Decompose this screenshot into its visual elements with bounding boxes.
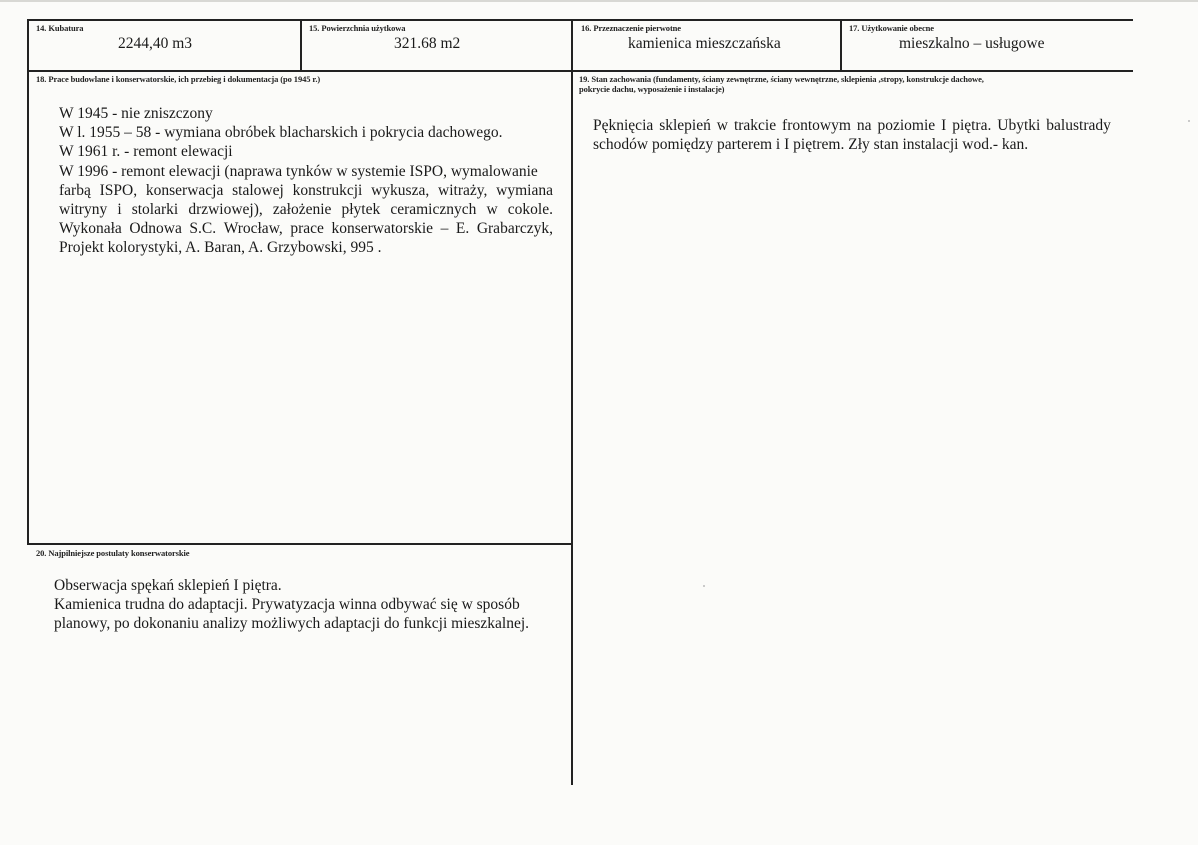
section19-label-line: 19. Stan zachowania (fundamenty, ściany zewnętrzne, ściany wewnętrzne, sklepienia ,stropy, konstrukcje dachowe, [579,74,984,84]
word: E. [455,220,470,238]
word: Odnowa [129,220,182,238]
word: w [716,117,728,134]
section20-label: 20. Najpilniejsze postulaty konserwatorskie [36,548,190,558]
word: stolarki [131,201,179,219]
section20-line: planowy, po dokonaniu analizy możliwych adaptacji do funkcji mieszkalnej. [54,615,530,633]
word: balustrady [1046,117,1111,134]
section18-20-divider [27,543,572,545]
section17-value: mieszkalno – usługowe [899,35,1045,52]
section15-value: 321.68 m2 [394,35,461,52]
top-border [27,19,1133,21]
scan-speck [1188,120,1190,122]
word: ceramicznych [390,201,477,219]
word: wykusza, [371,181,430,199]
section20-body [54,576,534,634]
word: prace [290,220,324,238]
word: Grabarczyk, [476,220,553,238]
section18-line: W 1945 - nie zniszczony [59,105,213,122]
left-border [27,19,29,544]
word: założenie [272,201,332,219]
section18-label: 18. Prace budowlane i konserwatorskie, ich przebieg i dokumentacja (po 1945 r.) [36,74,321,84]
word: farbą [59,181,91,199]
word: na [856,117,872,134]
section19-label [579,74,984,94]
section19-body [593,116,1111,154]
section18-line [59,219,553,238]
section14-label: 14. Kubatura [36,23,84,33]
section15-label: 15. Powierzchnia użytkowa [309,23,406,33]
section16-label: 16. Przeznaczenie pierwotne [581,23,681,33]
word: drzwiowej), [188,201,263,219]
col-divider-16-17 [840,19,842,71]
main-col-divider [571,19,573,785]
word: witryny [59,201,108,219]
word: – [440,220,449,238]
section20-line: Kamienica trudna do adaptacji. Prywatyzacja winna odbywać się w sposób [54,596,520,614]
col-divider-14-15 [300,19,302,71]
word: i [117,201,122,219]
word: Ubytki [997,117,1041,134]
word: trakcie [733,117,777,134]
section20-line: Obserwacja spękań sklepień I piętra. [54,577,282,594]
word: wymiana [496,181,553,199]
section14-value: 2244,40 m3 [118,35,193,52]
word: I [941,117,947,134]
word: Wrocław, [223,220,283,238]
word: konstrukcji [292,181,363,199]
word: stalowej [232,181,284,199]
word: witraży, [438,181,488,199]
word: sklepień [659,117,711,134]
word: S.C. [189,220,217,238]
row-divider [27,70,1133,72]
section19-line [593,116,1111,135]
section18-line [59,200,553,219]
word: konserwatorskie [331,220,434,238]
word: cokole. [507,201,553,219]
section18-line: Projekt kolorystyki, A. Baran, A. Grzybowski, 995 . [59,239,382,257]
section18-line: W 1996 - remont elewacji (naprawa tynków w systemie ISPO, wymalowanie [59,162,538,180]
word: Wykonała [59,220,122,238]
word: płytek [341,201,381,219]
word: Pęknięcia [593,117,654,134]
section19-label-line: pokrycie dachu, wyposażenie i instalacje) [579,84,725,94]
section16-value: kamienica mieszczańska [628,35,781,52]
section19-line: schodów pomiędzy parterem i I piętrem. Zły stan instalacji wod.- kan. [593,136,1029,154]
word: frontowym [782,117,851,134]
scan-speck [703,585,705,587]
section17-label: 17. Użytkowanie obecne [849,23,934,33]
word: konserwacja [145,181,224,199]
section18-line [59,181,553,200]
section18-body [59,104,553,258]
page-edge [0,0,1198,2]
word: piętra. [952,117,992,134]
word: ISPO, [99,181,138,199]
section18-line: W l. 1955 – 58 - wymiana obróbek blacharskich i pokrycia dachowego. [59,124,503,142]
section18-line: W 1961 r. - remont elewacji [59,143,233,161]
word: poziomie [877,117,936,134]
word: w [486,201,498,219]
